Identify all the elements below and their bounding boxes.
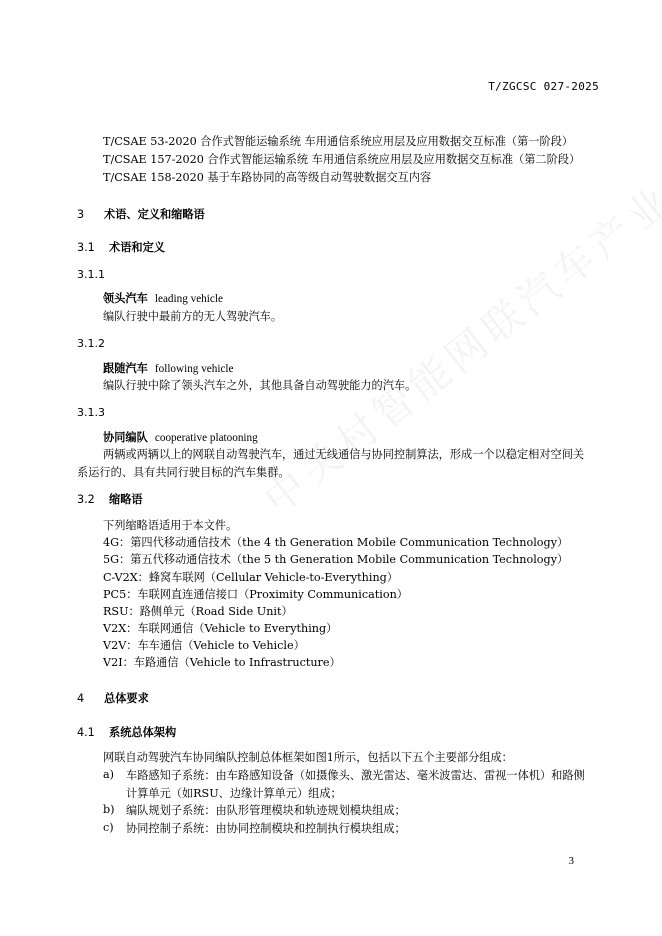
subsection-number: 3.1 (77, 241, 95, 254)
term-en: cooperative platooning (154, 432, 258, 444)
subsection-heading (77, 724, 176, 740)
term-cn: 跟随汽车 (103, 362, 148, 375)
abbreviation-item: 4G：第四代移动通信技术（the 4 th Generation Mobile Communication Technology） (103, 536, 569, 549)
abbreviation-item: RSU：路侧单元（Road Side Unit） (103, 605, 293, 618)
subsection-title: 术语和定义 (109, 241, 165, 254)
term-definition-cont: 系运行的、具有共同行驶目标的汽车集群。 (77, 466, 290, 479)
term-definition: 两辆或两辆以上的网联自动驾驶汽车，通过无线通信与协同控制算法，形成一个以稳定相对空间关 (103, 448, 585, 461)
term-entry (103, 430, 258, 446)
abbreviation-item: 5G：第五代移动通信技术（the 5 th Generation Mobile Communication Technology） (103, 553, 569, 566)
paragraph: 网联自动驾驶汽车协同编队控制总体框架如图1所示，包括以下五个主要部分组成： (103, 751, 513, 764)
abbreviation-intro: 下列缩略语适用于本文件。 (103, 519, 238, 532)
section-number: 3 (77, 208, 85, 221)
term-en: leading vehicle (154, 293, 223, 305)
abbreviation-item: V2I：车路通信（Vehicle to Infrastructure） (103, 656, 341, 669)
subsection-heading (77, 491, 143, 507)
list-item: 协同控制子系统：由协同控制模块和控制执行模块组成； (126, 822, 406, 835)
section-number: 4 (77, 692, 85, 705)
section-title: 总体要求 (104, 692, 149, 705)
abbreviation-item: V2V：车车通信（Vehicle to Vehicle） (103, 639, 305, 652)
section-heading (77, 206, 205, 222)
term-entry (103, 361, 234, 377)
term-cn: 协同编队 (103, 431, 148, 444)
subsection-heading (77, 239, 165, 255)
list-marker: a) (103, 768, 115, 781)
standard-code-header: T/ZGCSC 027-2025 (488, 80, 599, 93)
subsection-title: 系统总体架构 (109, 726, 177, 739)
subsection-title: 缩略语 (109, 493, 143, 506)
term-number: 3.1.2 (77, 337, 105, 350)
term-entry (103, 291, 223, 307)
subsection-number: 3.2 (77, 493, 95, 506)
reference-line: T/CSAE 53-2020 合作式智能运输系统 车用通信系统应用层及应用数据交互标准（第一阶段） (103, 135, 574, 148)
list-marker: c) (103, 821, 114, 834)
term-en: following vehicle (154, 363, 234, 375)
term-cn: 领头汽车 (103, 292, 148, 305)
reference-line: T/CSAE 157-2020 合作式智能运输系统 车用通信系统应用层及应用数据交互标准（第二阶段） (103, 153, 581, 166)
abbreviation-item: PC5：车联网直连通信接口（Proximity Communication） (103, 588, 408, 601)
list-item: 车路感知子系统：由车路感知设备（如摄像头、激光雷达、毫米波雷达、雷视一体机）和路侧 (126, 769, 585, 782)
list-item-cont: 计算单元（如RSU、边缘计算单元）组成； (126, 787, 342, 800)
abbreviation-item: V2X：车联网通信（Vehicle to Everything） (103, 622, 338, 635)
list-marker: b) (103, 803, 115, 816)
subsection-number: 4.1 (77, 726, 95, 739)
section-heading (77, 690, 149, 706)
list-item: 编队规划子系统：由队形管理模块和轨迹规划模块组成； (126, 804, 406, 817)
page-number: 3 (568, 855, 574, 867)
term-definition: 编队行驶中最前方的无人驾驶汽车。 (103, 310, 283, 323)
term-number: 3.1.1 (77, 268, 105, 281)
reference-line: T/CSAE 158-2020 基于车路协同的高等级自动驾驶数据交互内容 (103, 171, 432, 184)
abbreviation-item: C-V2X：蜂窝车联网（Cellular Vehicle-to-Everything） (103, 571, 399, 584)
term-number: 3.1.3 (77, 406, 105, 419)
term-definition: 编队行驶中除了领头汽车之外，其他具备自动驾驶能力的汽车。 (103, 379, 417, 392)
section-title: 术语、定义和缩略语 (104, 208, 205, 221)
